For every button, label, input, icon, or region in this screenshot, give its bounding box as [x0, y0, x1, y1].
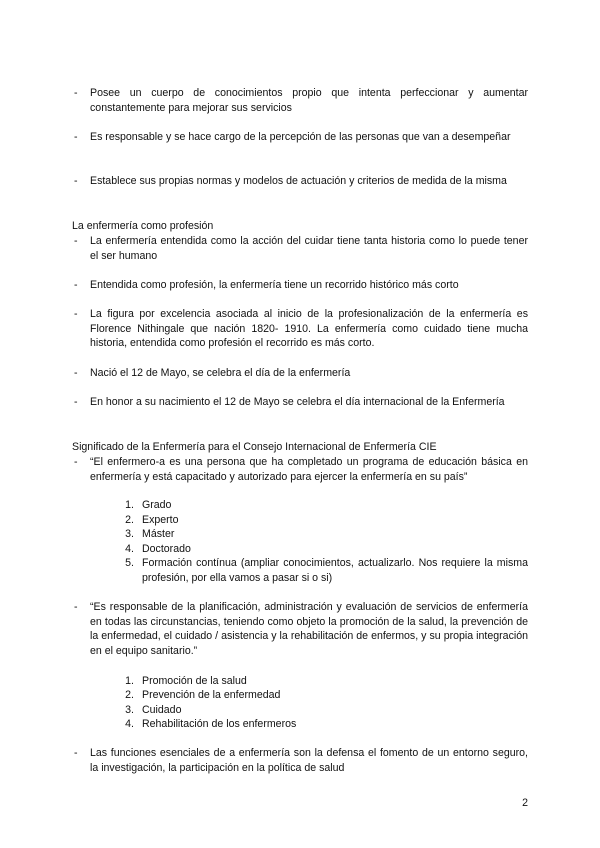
cie-responsibility-quote: - “Es responsable de la planificación, administración y evaluación de servicios de enfermería en todas las circunstancias, teniendo como objeto la promoción de la salud, la prevención de la enfermedad, el cuidado / asistencia y la rehabilitación de enfermos, y su propia integración en el equipo sanitario.” — [90, 600, 528, 658]
section1-bullet: - La enfermería entendida como la acción del cuidar tiene tanta historia como lo puede tener el ser humano — [90, 234, 528, 263]
section-heading: Significado de la Enfermería para el Consejo Internacional de Enfermería CIE — [72, 441, 437, 453]
numbered-item: 5. Formación contínua (ampliar conocimientos, actualizarlo. Nos requiere la misma profesión, por ella vamos a pasar si o si) — [125, 557, 528, 584]
section1-bullet: - En honor a su nacimiento el 12 de Mayo se celebra el día internacional de la Enfermería — [90, 395, 528, 410]
cie-definition-quote: - “El enfermero-a es una persona que ha completado un programa de educación básica en enfermería y está capacitado y autorizado para ejercer la enfermería en su país” — [90, 455, 528, 484]
section1-bullet: - Nació el 12 de Mayo, se celebra el día de la enfermería — [90, 366, 528, 381]
section1-bullet: - Entendida como profesión, la enfermería tiene un recorrido histórico más corto — [90, 278, 528, 293]
closing-bullet: - Las funciones esenciales de a enfermería son la defensa el fomento de un entorno seguro, la investigación, la participación en la política de salud — [90, 746, 528, 775]
intro-bullet: - Es responsable y se hace cargo de la percepción de las personas que van a desempeñar — [90, 130, 528, 145]
section1-bullet: - La figura por excelencia asociada al inicio de la profesionalización de la enfermería es Florence Nithingale que nación 1820- 1910. La enfermería como cuidado tiene mucha historia, entendida como profesión el recorrido es más corto. — [90, 307, 528, 351]
section-heading: La enfermería como profesión — [72, 220, 214, 232]
page-number: 2 — [522, 797, 528, 809]
intro-bullet: - Posee un cuerpo de conocimientos propio que intenta perfeccionar y aumentar constantemente para mejorar sus servicios — [90, 86, 528, 115]
intro-bullet: - Establece sus propias normas y modelos de actuación y criterios de medida de la misma — [90, 174, 528, 189]
